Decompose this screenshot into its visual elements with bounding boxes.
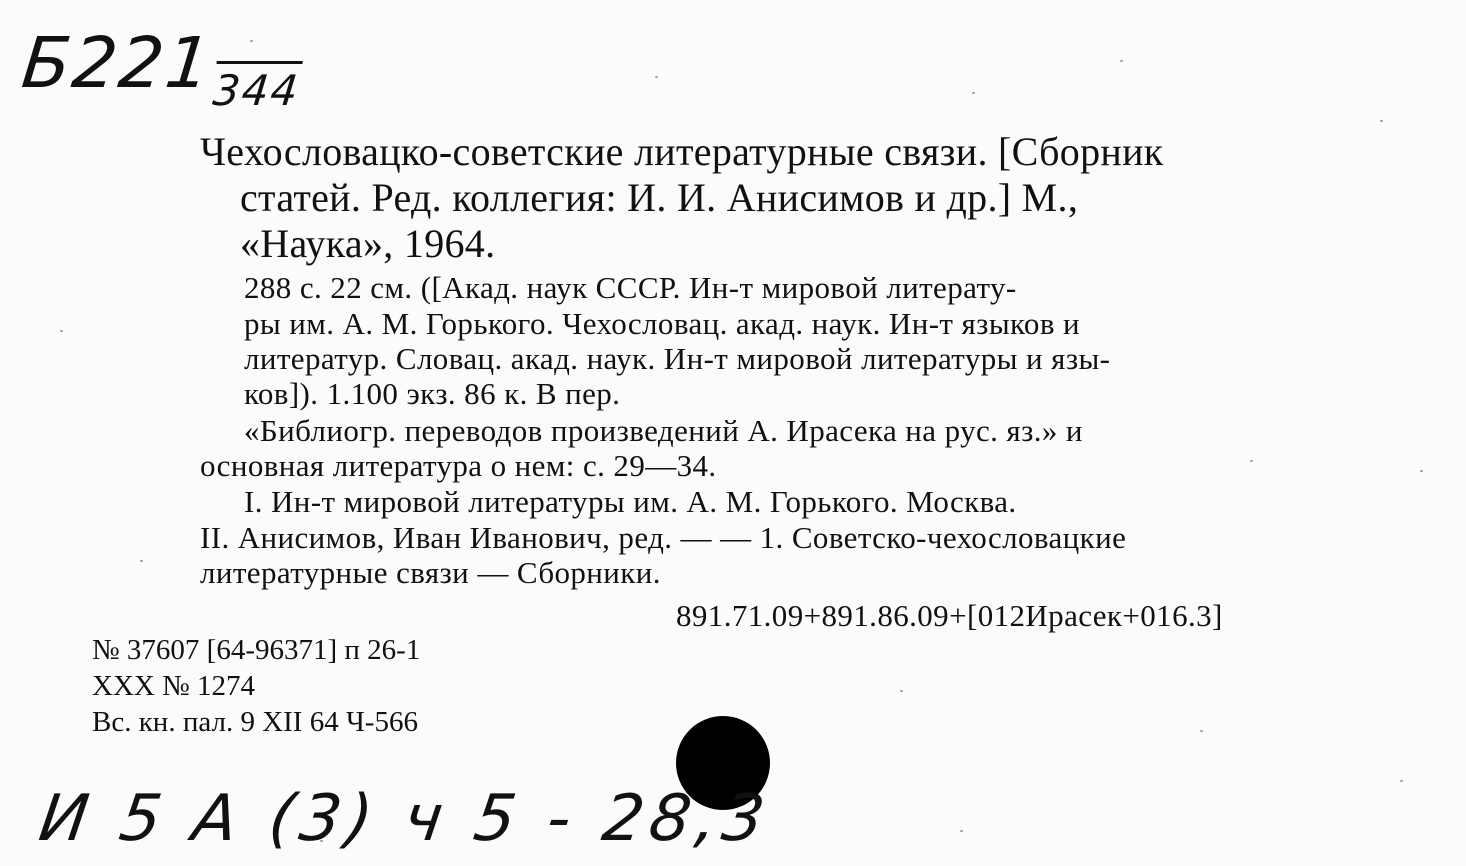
tracing-line: литературные связи — Сборники. [200, 555, 661, 590]
speck [655, 76, 658, 78]
title-line: «Наука», 1964. [240, 221, 496, 266]
speck [1200, 730, 1203, 732]
handwritten-shelf-code: И 5 А (3) ч 5 - 28,3 [34, 782, 775, 856]
speck [1400, 780, 1403, 782]
collation-line: 288 с. 22 см. ([Акад. наук СССР. Ин-т мировой литерату- [244, 270, 1017, 305]
collation-line: ры им. А. М. Горького. Чехословац. акад. наук. Ин-т языков и [244, 306, 1081, 341]
speck [1120, 60, 1123, 62]
title-line: статей. Ред. коллегия: И. И. Анисимов и др.] М., [240, 175, 1079, 220]
shelf-mark-sub: 344 [211, 61, 303, 115]
speck [60, 330, 63, 332]
card-number-line: № 37607 [64-96371] п 26-1 [92, 634, 421, 666]
classification-number: 891.71.09+891.86.09+[012Ирасек+016.3] [676, 598, 1223, 633]
speck [972, 92, 975, 94]
book-chamber-line: Вс. кн. пал. 9 XII 64 Ч-566 [92, 706, 418, 738]
handwritten-shelf-mark [17, 22, 307, 115]
note-line: «Библиогр. переводов произведений А. Ирасека на рус. яз.» и [244, 413, 1083, 448]
speck [900, 690, 903, 692]
collation-line: ков]). 1.100 экз. 86 к. В пер. [244, 376, 621, 411]
speck [960, 830, 963, 832]
speck [140, 560, 143, 562]
speck [1250, 460, 1253, 462]
note-line: основная литература о нем: с. 29—34. [200, 448, 717, 483]
collation-line: литератур. Словац. акад. наук. Ин-т мировой литературы и язы- [244, 341, 1111, 376]
tracing-line: I. Ин-т мировой литературы им. А. М. Горького. Москва. [244, 484, 1017, 519]
tracing-line: II. Анисимов, Иван Иванович, ред. — — 1. Советско-чехословацкие [200, 520, 1127, 555]
speck [1420, 470, 1423, 472]
shelf-mark-main: Б221 [18, 22, 217, 104]
speck [1380, 120, 1383, 122]
series-number-line: XXX № 1274 [92, 670, 255, 702]
title-line: Чехословацко-советские литературные связи. [Сборник [200, 129, 1164, 174]
